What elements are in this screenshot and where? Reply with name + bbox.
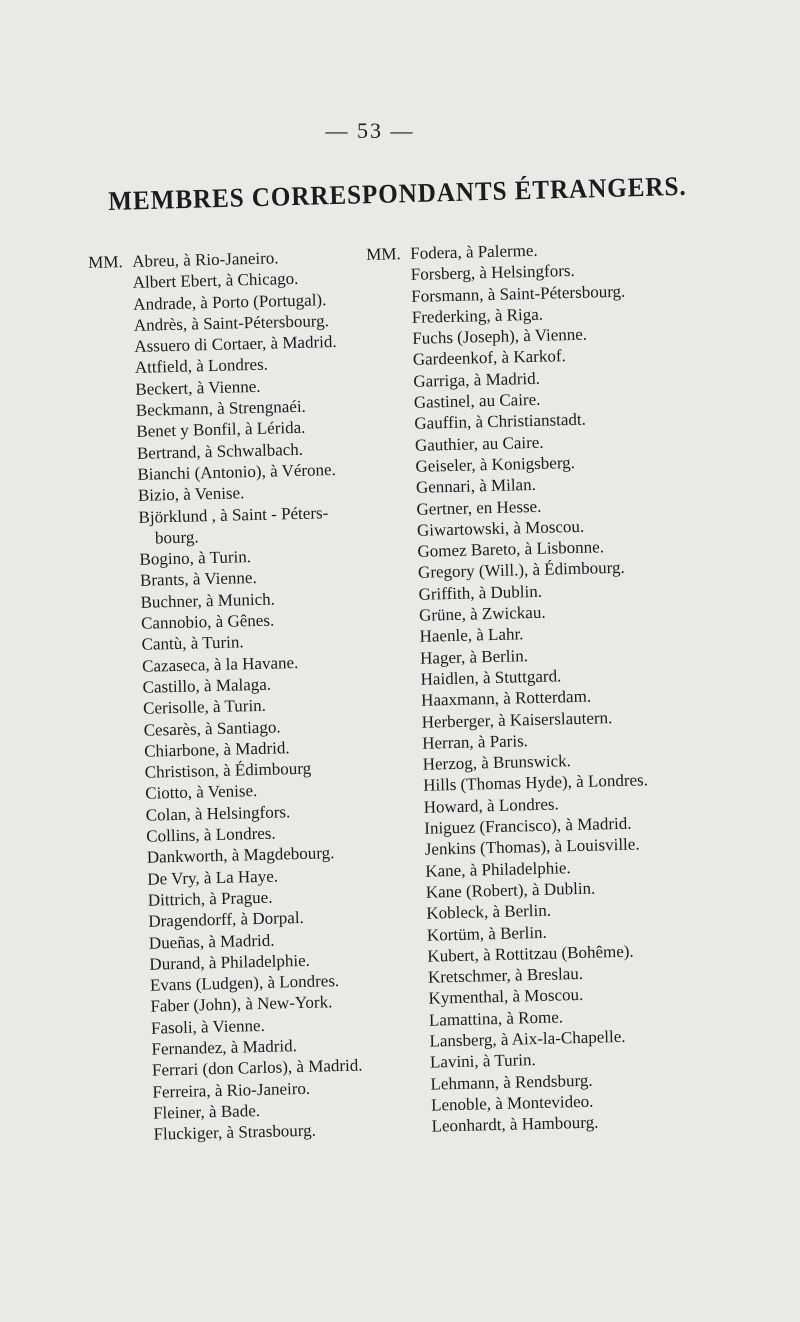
member-entry: Forsberg, à Helsingfors. <box>410 261 575 285</box>
member-entry: Kane (Robert), à Dublin. <box>425 878 596 902</box>
member-entry: Collins, à Londres. <box>146 823 276 846</box>
member-entry: Dankworth, à Magdebourg. <box>146 843 335 868</box>
member-entry: Griffith, à Dublin. <box>418 581 543 604</box>
member-entry: Andrès, à Saint-Pétersbourg. <box>133 311 330 335</box>
member-entry: Kretschmer, à Breslau. <box>427 964 584 987</box>
member-entry: Grüne, à Zwickau. <box>418 602 546 625</box>
member-entry: Herberger, à Kaiserslautern. <box>421 707 613 732</box>
member-entry: Gomez Bareto, à Lisbonne. <box>417 537 605 561</box>
member-entry: Lehmann, à Rendsburg. <box>430 1070 593 1094</box>
member-entry: Garriga, à Madrid. <box>413 368 541 391</box>
member-entry: Gastinel, au Caire. <box>413 389 541 412</box>
member-entry: Ciotto, à Venise. <box>145 781 258 804</box>
member-entry: Benet y Bonfil, à Lérida. <box>136 418 306 442</box>
member-entry: Assuero di Cortaer, à Madrid. <box>134 332 337 357</box>
member-entry: Beckmann, à Strengnaéi. <box>135 396 307 420</box>
member-entry: Fleiner, à Bade. <box>152 1100 261 1123</box>
member-entry: Ferrari (don Carlos), à Madrid. <box>151 1055 363 1080</box>
member-entry: Beckert, à Vienne. <box>135 376 261 399</box>
member-entry: Dueñas, à Madrid. <box>148 930 275 953</box>
member-entry: Gardeenkof, à Karkof. <box>412 346 566 370</box>
member-entry: Jenkins (Thomas), à Louisville. <box>424 834 640 860</box>
member-entry: Attfield, à Londres. <box>134 355 269 378</box>
member-entry: Albert Ebert, à Chicago. <box>132 269 299 293</box>
member-entry: Bianchi (Antonio), à Vérone. <box>137 459 337 484</box>
member-entry: Hills (Thomas Hyde), à Londres. <box>423 770 649 796</box>
member-entry: Colan, à Helsingfors. <box>145 801 291 825</box>
member-entry: Lansberg, à Aix-la-Chapelle. <box>429 1026 626 1051</box>
member-entry: De Vry, à La Haye. <box>147 866 279 889</box>
member-entry: Castillo, à Malaga. <box>142 674 272 697</box>
member-entry: Björklund , à Saint - Péters- <box>138 502 329 527</box>
member-entry: Bogino, à Turin. <box>139 547 252 569</box>
member-entry: Kubert, à Rottitzau (Bohême). <box>427 941 634 966</box>
page-number: — 53 — <box>325 118 415 143</box>
member-entry: Bertrand, à Schwalbach. <box>136 439 304 463</box>
member-entry: Herran, à Paris. <box>421 731 529 753</box>
mm-prefix-left: MM. <box>88 252 123 272</box>
member-entry: Fuchs (Joseph), à Vienne. <box>412 324 588 349</box>
member-entry: Leonhardt, à Hambourg. <box>431 1112 599 1136</box>
member-entry: Haenle, à Lahr. <box>419 624 524 647</box>
member-entry: Durand, à Philadelphie. <box>149 950 311 974</box>
member-entry: Lenoble, à Montevideo. <box>430 1091 594 1115</box>
member-entry: Kane, à Philadelphie. <box>425 857 571 881</box>
member-entry: bourg. <box>154 527 199 548</box>
member-entry: Cerisolle, à Turin. <box>142 696 267 719</box>
member-entry: Fasoli, à Vienne. <box>150 1015 266 1038</box>
member-list-left <box>88 245 400 1146</box>
member-entry: Frederking, à Riga. <box>411 304 544 327</box>
member-entry: Lamattina, à Rome. <box>428 1007 564 1030</box>
member-entry: Howard, à Londres. <box>423 794 559 817</box>
member-entry: Evans (Ludgen), à Londres. <box>149 971 340 995</box>
member-entry: Dragendorff, à Dorpal. <box>148 908 305 931</box>
right-column <box>366 237 688 1139</box>
member-entry: Buchner, à Munich. <box>140 589 276 612</box>
member-entry: Cesarès, à Santiago. <box>143 716 281 740</box>
member-entry: Christison, à Édimbourg <box>144 758 312 782</box>
member-entry: Giwartowski, à Moscou. <box>416 516 585 540</box>
member-entry: Andrade, à Porto (Portugal). <box>133 289 327 314</box>
member-entry: Faber (John), à New-York. <box>150 992 333 1017</box>
member-entry: Haidlen, à Stuttgard. <box>420 666 562 689</box>
member-entry: Gennari, à Milan. <box>415 475 537 498</box>
member-entry: Hager, à Berlin. <box>419 645 529 668</box>
member-entry: Gauthier, au Caire. <box>414 432 544 455</box>
page-title: MEMBRES CORRESPONDANTS ÉTRANGERS. <box>108 170 687 216</box>
member-entry: Forsmann, à Saint-Pétersbourg. <box>411 281 626 306</box>
mm-prefix-right: MM. <box>366 244 401 264</box>
member-entry: Cantù, à Turin. <box>141 632 244 655</box>
member-entry: Cannobio, à Gênes. <box>140 610 275 633</box>
left-column <box>88 245 400 1146</box>
member-entry: Abreu, à Rio-Janeiro. <box>132 248 279 271</box>
member-entry: Kobleck, à Berlin. <box>426 900 552 923</box>
member-entry: Brants, à Vienne. <box>139 568 257 591</box>
member-entry: Gertner, en Hesse. <box>416 496 542 519</box>
member-entry: Cazaseca, à la Havane. <box>141 652 299 676</box>
member-entry: Haaxmann, à Rotterdam. <box>420 686 592 711</box>
member-entry: Fodera, à Palerme. <box>410 240 538 263</box>
member-list-right <box>366 237 688 1139</box>
member-entry: Gregory (Will.), à Édimbourg. <box>417 558 625 583</box>
member-entry: Fluckiger, à Strasbourg. <box>153 1120 317 1144</box>
member-entry: Kymenthal, à Moscou. <box>428 985 584 1009</box>
member-entry: Fernandez, à Madrid. <box>151 1036 298 1059</box>
member-entry: Geiseler, à Konigsberg. <box>415 452 576 476</box>
member-entry: Ferreira, à Rio-Janeiro. <box>152 1078 311 1102</box>
member-entry: Kortüm, à Berlin. <box>426 922 548 945</box>
member-entry: Iniguez (Francisco), à Madrid. <box>424 813 632 838</box>
member-entry: Lavini, à Turin. <box>429 1050 537 1072</box>
member-entry: Dittrich, à Prague. <box>147 887 273 910</box>
member-entry: Chiarbone, à Madrid. <box>143 738 290 761</box>
member-entry: Herzog, à Brunswick. <box>422 751 572 774</box>
member-entry: Bizio, à Venise. <box>137 483 245 506</box>
member-entry: Gauffin, à Christianstadt. <box>414 410 587 434</box>
